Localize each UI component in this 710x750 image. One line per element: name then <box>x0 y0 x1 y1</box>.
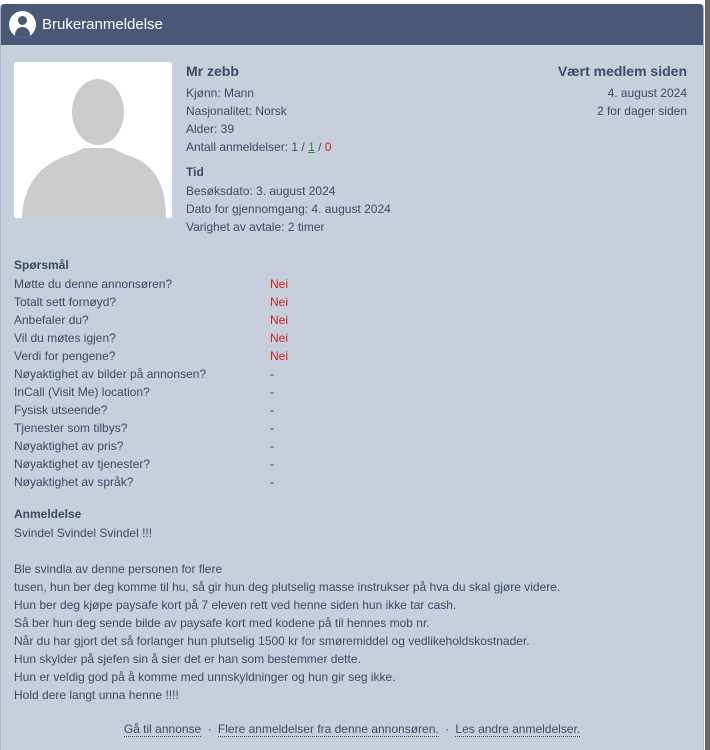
review-line: Svindel Svindel Svindel !!! <box>14 526 153 540</box>
member-since-ago: 2 for dager siden <box>596 104 687 118</box>
question-row <box>14 329 330 347</box>
panel-header <box>1 4 703 45</box>
review-line: tusen, hun ber deg komme til hu, så gir hun deg plutselig masse instrukser på hva du skal gjøre videre. <box>14 580 561 594</box>
footer-links <box>1 722 703 736</box>
question-row <box>14 455 330 473</box>
question-answer: - <box>270 439 274 453</box>
review-panel <box>0 4 704 750</box>
question-label: Nøyaktighet av tjenester? <box>14 457 151 471</box>
more-reviews-link[interactable]: Flere anmeldelser fra denne annonsøren. <box>217 722 439 736</box>
question-row <box>14 383 330 401</box>
other-reviews-link[interactable]: Les andre anmeldelser. <box>455 722 581 736</box>
review-count-separator: / <box>318 140 322 154</box>
question-label: Anbefaler du? <box>14 313 89 327</box>
question-label: Totalt sett fornøyd? <box>14 295 117 309</box>
question-row <box>14 311 330 329</box>
profile-review-count <box>186 138 391 156</box>
review-line <box>14 542 694 560</box>
review-line: Så ber hun deg sende bilde av paysafe kort med kodene på til hennes mob nr. <box>14 616 430 630</box>
question-row <box>14 437 330 455</box>
review-text <box>14 524 694 704</box>
review-line: Hun er veldig god på å komme med unnskyldninger og hun gir seg ikke. <box>14 670 396 684</box>
window-edge <box>705 0 710 750</box>
question-answer: Nei <box>270 295 289 309</box>
question-label: Tjenester som tilbys? <box>14 421 128 435</box>
review-title: Anmeldelse <box>14 507 82 521</box>
question-answer: - <box>270 367 274 381</box>
review-line: Hun skylder på sjefen sin å sier det er han som bestemmer dette. <box>14 652 361 666</box>
review-line: Hun ber deg kjøpe paysafe kort på 7 eleven rett ved henne siden hun ikke tar cash. <box>14 598 457 612</box>
appointment-duration: Varighet av avtale: 2 timer <box>186 220 325 234</box>
footer-separator: · <box>207 722 212 736</box>
review-line: Ble svindla av denne personen for flere <box>14 562 223 576</box>
footer-separator: · <box>445 722 450 736</box>
question-row <box>14 419 330 437</box>
review-line: Når du har gjort det så forlanger hun plutselig 1500 kr for smøremiddel og vedlikeholdskostnader. <box>14 634 530 648</box>
question-answer: - <box>270 385 274 399</box>
question-label: Møtte du denne annonsøren? <box>14 277 173 291</box>
review-count-label: Antall anmeldelser: 1 / <box>186 140 305 154</box>
questions-section <box>14 258 330 491</box>
question-label: Verdi for pengene? <box>14 349 116 363</box>
question-answer: - <box>270 421 274 435</box>
question-label: Fysisk utseende? <box>14 403 108 417</box>
member-since-title: Vært medlem siden <box>557 63 687 79</box>
member-since <box>558 63 687 120</box>
time-title: Tid <box>186 165 204 179</box>
questions-list <box>14 275 330 491</box>
panel-title: Brukeranmeldelse <box>42 16 163 33</box>
profile-age: Alder: 39 <box>186 122 235 136</box>
review-section <box>14 507 694 704</box>
negative-review-count: 0 <box>324 140 332 154</box>
question-label: Nøyaktighet av pris? <box>14 439 124 453</box>
review-line: Hold dere langt unna henne !!!! <box>14 688 179 702</box>
question-label: Nøyaktighet av språk? <box>14 475 134 489</box>
profile-info <box>186 63 391 236</box>
question-label: Vil du møtes igjen? <box>14 331 116 345</box>
question-label: Nøyaktighet av bilder på annonsen? <box>14 367 207 381</box>
question-answer: - <box>270 475 274 489</box>
avatar-placeholder-icon <box>14 62 172 218</box>
question-row <box>14 365 330 383</box>
question-answer: Nei <box>270 313 289 327</box>
avatar <box>14 62 172 218</box>
question-answer: Nei <box>270 349 289 363</box>
go-to-ad-link[interactable]: Gå til annonse <box>123 722 202 736</box>
profile-gender: Kjønn: Mann <box>186 86 255 100</box>
positive-review-count[interactable]: 1 <box>308 140 315 154</box>
profile-name: Mr zebb <box>186 63 239 79</box>
review-date: Dato for gjennomgang: 4. august 2024 <box>186 202 391 216</box>
user-icon <box>9 11 36 38</box>
question-answer: - <box>270 457 274 471</box>
question-answer: - <box>270 403 274 417</box>
question-row <box>14 293 330 311</box>
question-row <box>14 275 330 293</box>
question-answer: Nei <box>270 331 289 345</box>
question-row <box>14 401 330 419</box>
questions-title: Spørsmål <box>14 258 69 272</box>
question-label: InCall (Visit Me) location? <box>14 385 150 399</box>
visit-date: Besøksdato: 3. august 2024 <box>186 184 336 198</box>
question-row <box>14 347 330 365</box>
question-answer: Nei <box>270 277 289 291</box>
question-row <box>14 473 330 491</box>
member-since-date: 4. august 2024 <box>607 86 687 100</box>
profile-nationality: Nasjonalitet: Norsk <box>186 104 287 118</box>
